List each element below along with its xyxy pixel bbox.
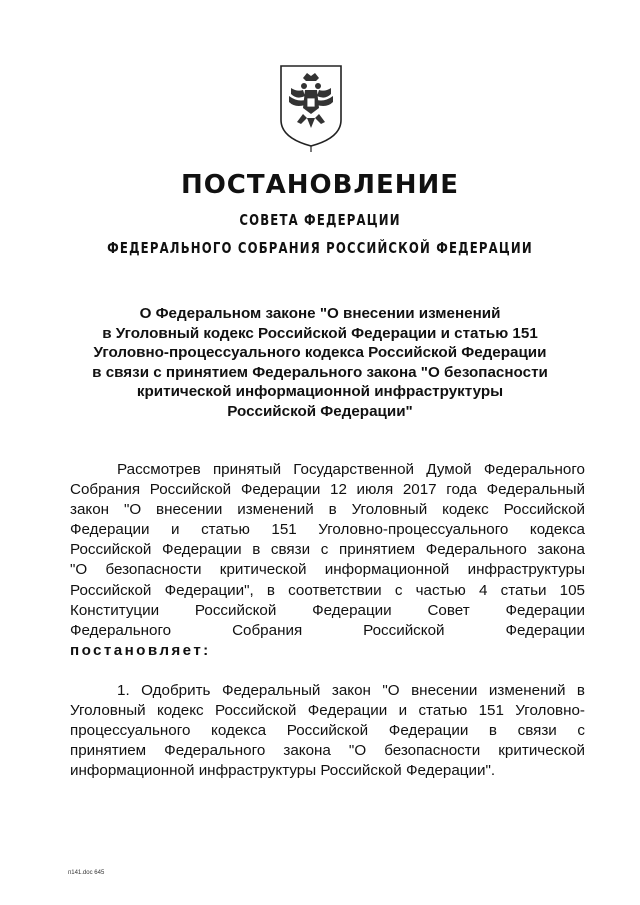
text-line: Рассмотрев принятый Государственной Думой Федерального: [117, 461, 585, 478]
text-line: Федерального Собрания Российской Федерации: [70, 621, 585, 639]
text-line: закон "О внесении изменений в Уголовный кодекс Российской: [70, 501, 585, 519]
text-line: информационной инфраструктуры Российской Федерации".: [70, 762, 496, 780]
text-line: "О безопасности критической информационной инфраструктуры: [70, 561, 585, 579]
text-line: принятием Федерального закона "О безопасности критической: [70, 742, 585, 760]
text-line: Конституции Российской Федерации Совет Федерации: [70, 601, 585, 619]
heading-line: Российской Федерации": [227, 402, 413, 420]
preamble-paragraph: [70, 460, 585, 661]
issuer-line-1: СОВЕТА ФЕДЕРАЦИИ: [239, 211, 401, 229]
text-line: Федерации и статью 151 Уголовно-процессуального кодекса: [70, 521, 585, 539]
text-line: процессуального кодекса Российской Федерации в связи с: [70, 722, 585, 740]
text-line: Уголовный кодекс Российской Федерации и статью 151 Уголовно-: [70, 702, 585, 720]
heading-line: Уголовно-процессуального кодекса Российской Федерации: [93, 344, 547, 362]
heading-line: критической информационной инфраструктуры: [136, 383, 504, 401]
text-line: Российской Федерации", в соответствии с частью 4 статьи 105: [70, 581, 585, 599]
text-line: Собрания Российской Федерации 12 июля 2017 года Федеральный: [70, 481, 585, 499]
issuer-line-2: ФЕДЕРАЛЬНОГО СОБРАНИЯ РОССИЙСКОЙ ФЕДЕРАЦИИ: [107, 239, 533, 257]
text-line: Российской Федерации в связи с принятием Федерального закона: [70, 541, 585, 559]
clause-1-paragraph: [70, 681, 585, 781]
coat-of-arms-emblem: [277, 60, 345, 152]
heading-line: О Федеральном законе "О внесении изменений: [139, 305, 501, 322]
text-line: 1. Одобрить Федеральный закон "О внесении изменений в: [117, 682, 585, 699]
document-title: ПОСТАНОВЛЕНИЕ: [180, 170, 460, 200]
resolves-word: постановляет:: [70, 641, 211, 659]
heading-line: в Уголовный кодекс Российской Федерации и статью 151: [102, 324, 538, 342]
file-reference: п141.doc 645: [68, 870, 105, 876]
resolution-heading: [40, 304, 600, 422]
heading-line: в связи с принятием Федерального закона "О безопасности: [92, 363, 548, 381]
